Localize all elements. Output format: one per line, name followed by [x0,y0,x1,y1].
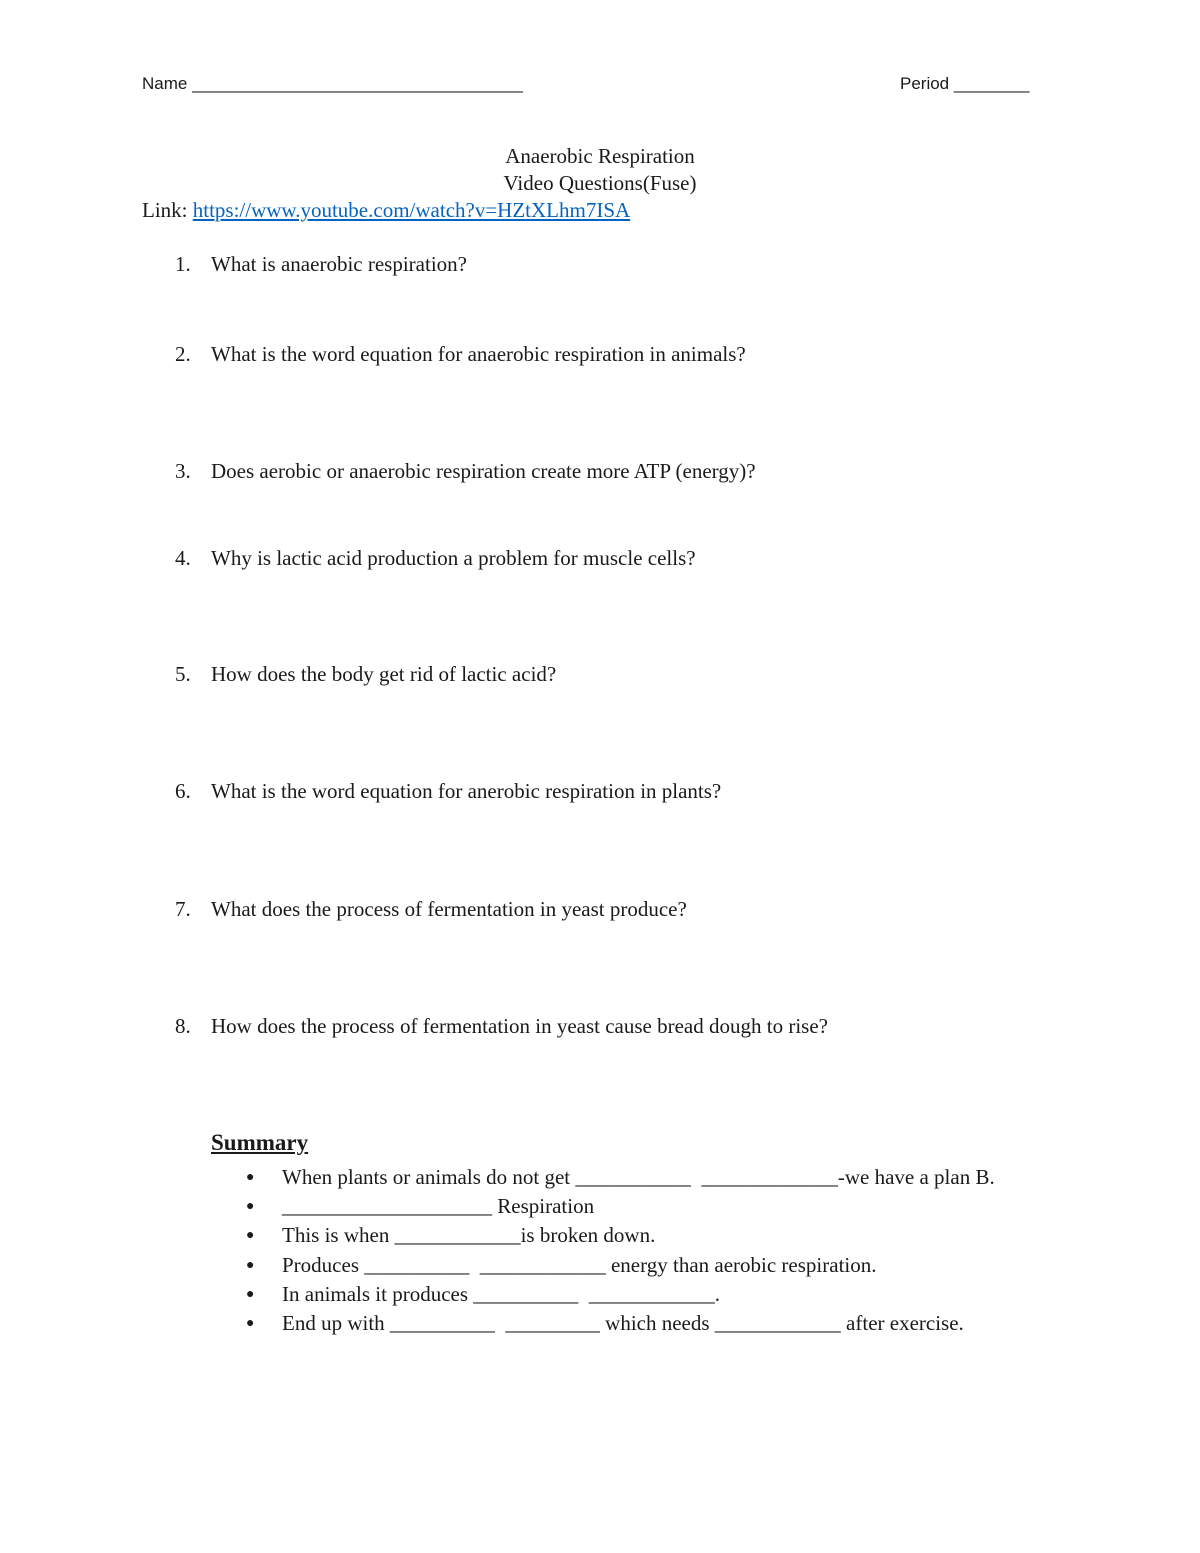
question-number: 1. [175,252,191,276]
summary-text: End up with __________ _________ which needs ____________ after exercise. [282,1311,964,1335]
question-item [175,546,696,571]
summary-text: ____________________ Respiration [282,1194,595,1218]
question-item [175,897,687,922]
question-item [175,342,746,367]
question-number: 3. [175,459,191,483]
bullet-icon: ● [246,1316,255,1331]
question-number: 2. [175,342,191,366]
question-item [175,662,556,687]
worksheet-subtitle: Video Questions(Fuse) [503,171,697,195]
worksheet-title: Anaerobic Respiration [505,144,695,168]
question-text: Why is lactic acid production a problem for muscle cells? [211,546,696,570]
question-item [175,459,756,484]
question-text: What is the word equation for anaerobic respiration in animals? [211,342,746,366]
question-number: 7. [175,897,191,921]
question-text: What is the word equation for anerobic respiration in plants? [211,779,722,803]
bullet-icon: ● [246,1170,255,1185]
question-number: 4. [175,546,191,570]
summary-bullet [246,1165,995,1190]
summary-bullet [246,1282,720,1307]
summary-bullet [246,1253,877,1278]
question-text: How does the body get rid of lactic acid? [211,662,557,686]
question-item [175,1014,828,1039]
summary-text: When plants or animals do not get ___________ _____________-we have a plan B. [282,1165,995,1189]
bullet-icon: ● [246,1258,255,1273]
question-number: 8. [175,1014,191,1038]
summary-heading: Summary [211,1130,309,1155]
bullet-icon: ● [246,1228,255,1243]
question-item [175,252,467,277]
summary-text: In animals it produces __________ ____________. [282,1282,721,1306]
question-text: What is anaerobic respiration? [211,252,467,276]
link-label: Link: [142,198,193,222]
summary-bullet [246,1311,964,1336]
summary-text: Produces __________ ____________ energy than aerobic respiration. [282,1253,877,1277]
name-field-line: Name ___________________________________ [142,74,523,93]
period-field-line: Period ________ [900,74,1030,93]
video-link[interactable]: https://www.youtube.com/watch?v=HZtXLhm7ISA [192,198,631,222]
bullet-icon: ● [246,1287,255,1302]
summary-text: This is when ____________is broken down. [282,1223,656,1247]
question-text: How does the process of fermentation in yeast cause bread dough to rise? [211,1014,828,1038]
question-text: What does the process of fermentation in yeast produce? [211,897,687,921]
summary-bullet [246,1223,655,1248]
question-text: Does aerobic or anaerobic respiration create more ATP (energy)? [211,459,756,483]
question-item [175,779,721,804]
question-number: 5. [175,662,191,686]
bullet-icon: ● [246,1199,255,1214]
video-link-row [142,198,630,223]
summary-bullet [246,1194,594,1219]
question-number: 6. [175,779,191,803]
